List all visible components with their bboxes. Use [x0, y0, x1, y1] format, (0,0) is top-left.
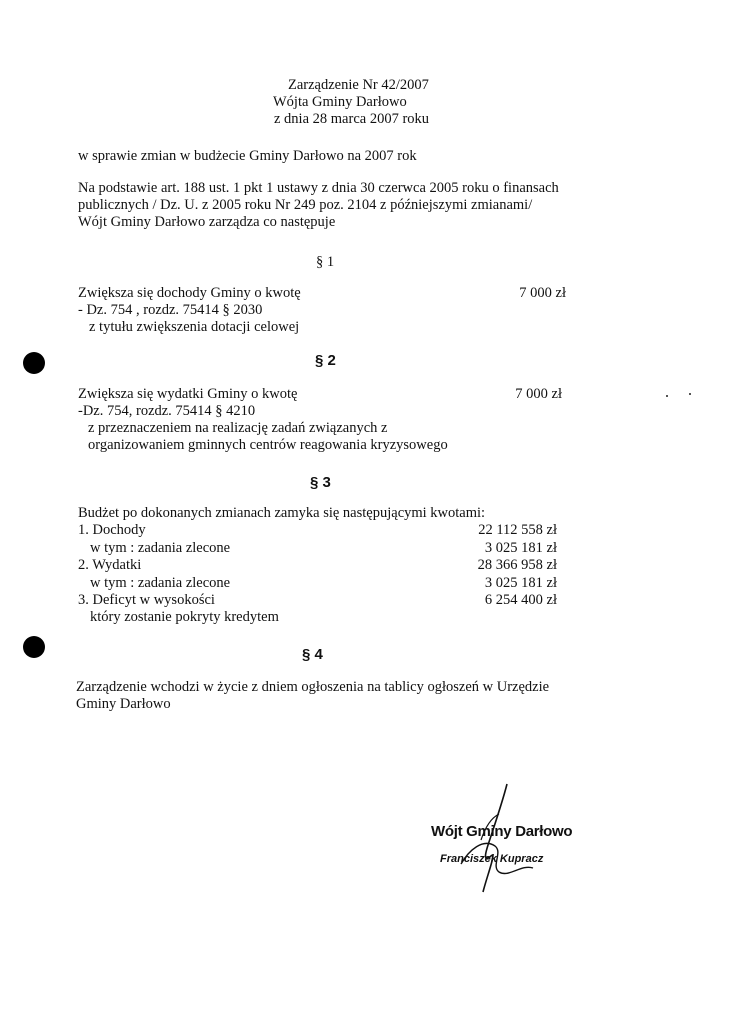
- document-issuer: Wójta Gminy Darłowo: [273, 94, 407, 110]
- section-4-text: Gminy Darłowo: [76, 696, 171, 712]
- section-2-heading: § 2: [315, 352, 336, 369]
- section-1-amount: 7 000 zł: [519, 285, 566, 301]
- document-date: z dnia 28 marca 2007 roku: [274, 111, 430, 127]
- budget-row-amount: 3 025 181 zł: [484, 540, 557, 556]
- preamble-line: Wójt Gminy Darłowo zarządza co następuje: [78, 214, 336, 230]
- preamble-line: publicznych / Dz. U. z 2005 roku Nr 249 poz. 2104 z późniejszymi zmianami/: [78, 197, 533, 213]
- section-1-heading: § 1: [316, 254, 335, 270]
- document-subject: w sprawie zmian w budżecie Gminy Darłowo na 2007 rok: [78, 148, 417, 164]
- stamp-name: Franciszek Kupracz: [440, 853, 544, 865]
- scan-speck: [689, 393, 691, 395]
- section-3-intro: Budżet po dokonanych zmianach zamyka się następującymi kwotami:: [78, 505, 486, 521]
- section-4-heading: § 4: [302, 646, 323, 663]
- scan-speck: [666, 395, 668, 397]
- section-1-text: - Dz. 754 , rozdz. 75414 § 2030: [78, 302, 263, 318]
- section-2-text: -Dz. 754, rozdz. 75414 § 4210: [78, 403, 256, 419]
- budget-row-label: 3. Deficyt w wysokości: [78, 592, 215, 608]
- budget-row-label: 1. Dochody: [78, 522, 146, 538]
- punch-hole-top: [23, 352, 45, 374]
- budget-row-amount: 22 112 558 zł: [478, 522, 557, 538]
- preamble-line: Na podstawie art. 188 ust. 1 pkt 1 ustawy z dnia 30 czerwca 2005 roku o finansach: [78, 180, 559, 196]
- budget-row-label: w tym : zadania zlecone: [90, 540, 231, 556]
- section-2-text: organizowaniem gminnych centrów reagowania kryzysowego: [88, 437, 448, 453]
- handwritten-signature: [425, 780, 595, 900]
- stamp-title: Wójt Gminy Darłowo: [431, 823, 573, 840]
- budget-row-amount: 3 025 181 zł: [484, 575, 557, 591]
- document-title: Zarządzenie Nr 42/2007: [288, 77, 429, 93]
- section-1-text: Zwiększa się dochody Gminy o kwotę: [78, 285, 301, 301]
- budget-row-amount: 28 366 958 zł: [477, 557, 557, 573]
- section-2-text: z przeznaczeniem na realizację zadań związanych z: [88, 420, 388, 436]
- section-3-heading: § 3: [310, 474, 331, 491]
- budget-row-label: w tym : zadania zlecone: [90, 575, 231, 591]
- section-2-amount: 7 000 zł: [515, 386, 562, 402]
- punch-hole-bottom: [23, 636, 45, 658]
- budget-row-label: 2. Wydatki: [78, 557, 142, 573]
- budget-row-amount: 6 254 400 zł: [484, 592, 557, 608]
- section-4-text: Zarządzenie wchodzi w życie z dniem ogłoszenia na tablicy ogłoszeń w Urzędzie: [76, 679, 550, 695]
- section-1-text: z tytułu zwiększenia dotacji celowej: [89, 319, 300, 335]
- section-2-text: Zwiększa się wydatki Gminy o kwotę: [78, 386, 298, 402]
- budget-row-label: który zostanie pokryty kredytem: [90, 609, 279, 625]
